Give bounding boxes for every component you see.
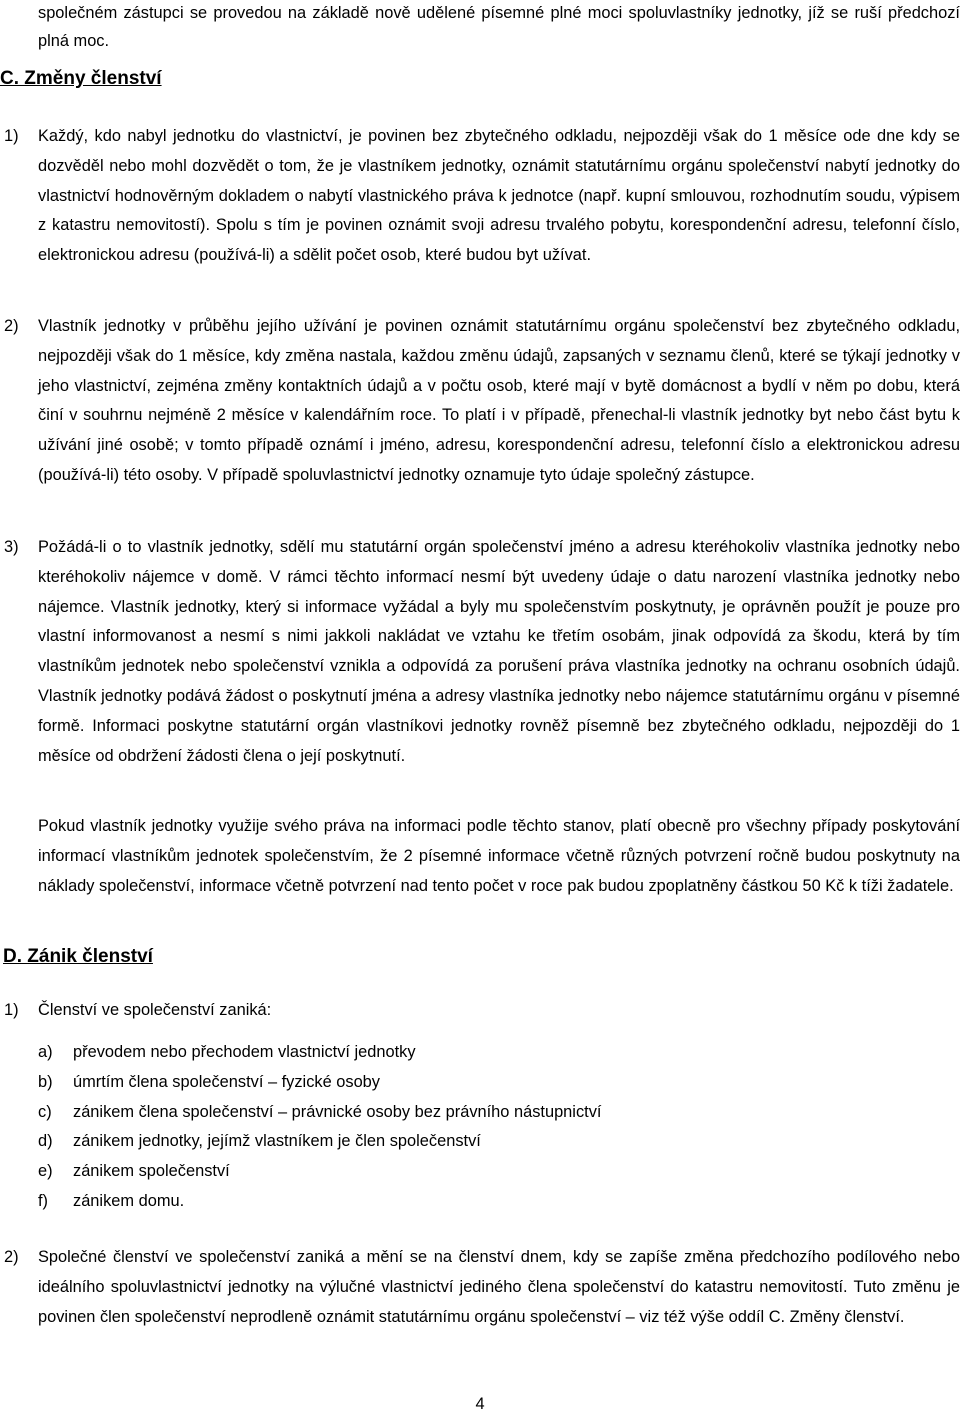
list-item-text: úmrtím člena společenství – fyzické osoby <box>73 1073 380 1091</box>
section-c-item-1: Každý, kdo nabyl jednotku do vlastnictví, je povinen bez zbytečného odkladu, nejpozději však do 1 měsíce ode dne kdy se dozvěděl nebo mohl dozvědět o tom, že je vlastníkem jednotky, oznámit statutárnímu orgánu společenství nabytí jednotky do vlastnictví hodnověrným dokladem o nabytí vlastnického práva k jednotce (např. kupní smlouvou, rozhodnutím soudu, výpisem z katastru nemovitostí). Spolu s tím je povinen oznámit svoji adresu trvalého pobytu, korespondenční adresu, telefonní číslo, elektronickou adresu (používá-li) a sdělit počet osob, které budou byt užívat. <box>38 127 960 265</box>
list-item-label: f) <box>38 1192 49 1210</box>
list-item-label: b) <box>38 1073 53 1091</box>
list-item-text: převodem nebo přechodem vlastnictví jednotky <box>73 1043 416 1061</box>
section-c-heading: C. Změny členství <box>0 68 162 89</box>
list-item-text: zánikem domu. <box>73 1192 185 1210</box>
list-item <box>38 1038 416 1068</box>
item-number: 2) <box>4 317 19 335</box>
section-c-paragraph: Pokud vlastník jednotky využije svého práva na informaci podle těchto stanov, platí obecně pro všechny případy poskytování informací vlastníkům jednotek společenstvím, že 2 písemné informace včetně různých potvrzení ročně budou poskytnuty na náklady společenství, informace včetně potvrzení nad tento počet v roce pak budou zpoplatněny částkou 50 Kč k tíži žadatele. <box>38 817 960 895</box>
list-item <box>38 1187 184 1217</box>
item-number: 1) <box>4 127 19 145</box>
list-item-label: c) <box>38 1103 52 1121</box>
list-item-text: zánikem člena společenství – právnické osoby bez právního nástupnictví <box>73 1103 602 1121</box>
list-item-text: zánikem společenství <box>73 1162 230 1180</box>
list-item <box>38 1098 601 1128</box>
section-d-heading: D. Zánik členství <box>3 946 153 967</box>
list-item-label: a) <box>38 1043 53 1061</box>
continuation-paragraph: společném zástupci se provedou na základě nově udělené písemné plné moci spoluvlastníky jednotky, jíž se ruší předchozí plná moc. <box>38 4 960 50</box>
list-item-label: d) <box>38 1132 53 1150</box>
list-item <box>38 1157 230 1187</box>
item-number: 3) <box>4 538 19 556</box>
list-item <box>38 1127 481 1157</box>
section-d-item-2: Společné členství ve společenství zaniká a mění se na členství dnem, kdy se zapíše změna předchozího podílového nebo ideálního spoluvlastnictví jednotky na výlučné vlastnictví jediného člena společenství do katastru nemovitostí. Tuto změnu je povinen člen společenství neprodleně oznámit statutárnímu orgánu společenství – viz též výše oddíl C. Změny členství. <box>38 1248 960 1326</box>
item-number: 2) <box>4 1248 19 1266</box>
page-number: 4 <box>475 1395 485 1413</box>
section-c-item-2: Vlastník jednotky v průběhu jejího užívání je povinen oznámit statutárnímu orgánu společenství bez zbytečného odkladu, nejpozději však do 1 měsíce, kdy změna nastala, každou změnu údajů, zapsaných v seznamu členů, které se týkají jednotky v jeho vlastnictví, zejména změny kontaktních údajů a v počtu osob, které mají v bytě domácnost a bydlí v něm po dobu, která činí v souhrnu nejméně 2 měsíce v kalendářním roce. To platí i v případě, přenechal-li vlastník jednotky byt nebo část bytu k užívání jiné osobě; v tomto případě oznámí i jméno, adresu, korespondenční adresu, telefonní číslo a elektronickou adresu (používá-li) této osoby. V případě spoluvlastnictví jednotky oznamuje tyto údaje společný zástupce. <box>38 317 960 484</box>
section-d-item-1: Členství ve společenství zaniká: <box>38 1001 272 1019</box>
list-item-label: e) <box>38 1162 53 1180</box>
item-number: 1) <box>4 1001 19 1019</box>
list-item <box>38 1068 380 1098</box>
list-item-text: zánikem jednotky, jejímž vlastníkem je člen společenství <box>73 1132 481 1150</box>
section-c-item-3: Požádá-li o to vlastník jednotky, sdělí mu statutární orgán společenství jméno a adresu kteréhokoliv vlastníka jednotky nebo kteréhokoliv nájemce v domě. V rámci těchto informací nesmí být uvedeny údaje o datu narození vlastníka jednotky nebo nájemce. Vlastník jednotky, který si informace vyžádal a byly mu společenstvím poskytnuty, je oprávněn použít je pouze pro vlastní informovanost a nesmí s nimi jakkoli nakládat ve vztahu ke třetím osobám, jinak odpovídá za škodu, která by tím vlastníkům jednotek nebo společenství vznikla a odpovídá za porušení práva vlastníka jednotky na ochranu osobních údajů. Vlastník jednotky podává žádost o poskytnutí jména a adresy vlastníka jednotky nebo nájemce statutárnímu orgánu v písemné formě. Informaci poskytne statutární orgán vlastníkovi jednotky rovněž písemně bez zbytečného odkladu, nejpozději do 1 měsíce od obdržení žádosti člena o její poskytnutí. <box>38 538 960 765</box>
